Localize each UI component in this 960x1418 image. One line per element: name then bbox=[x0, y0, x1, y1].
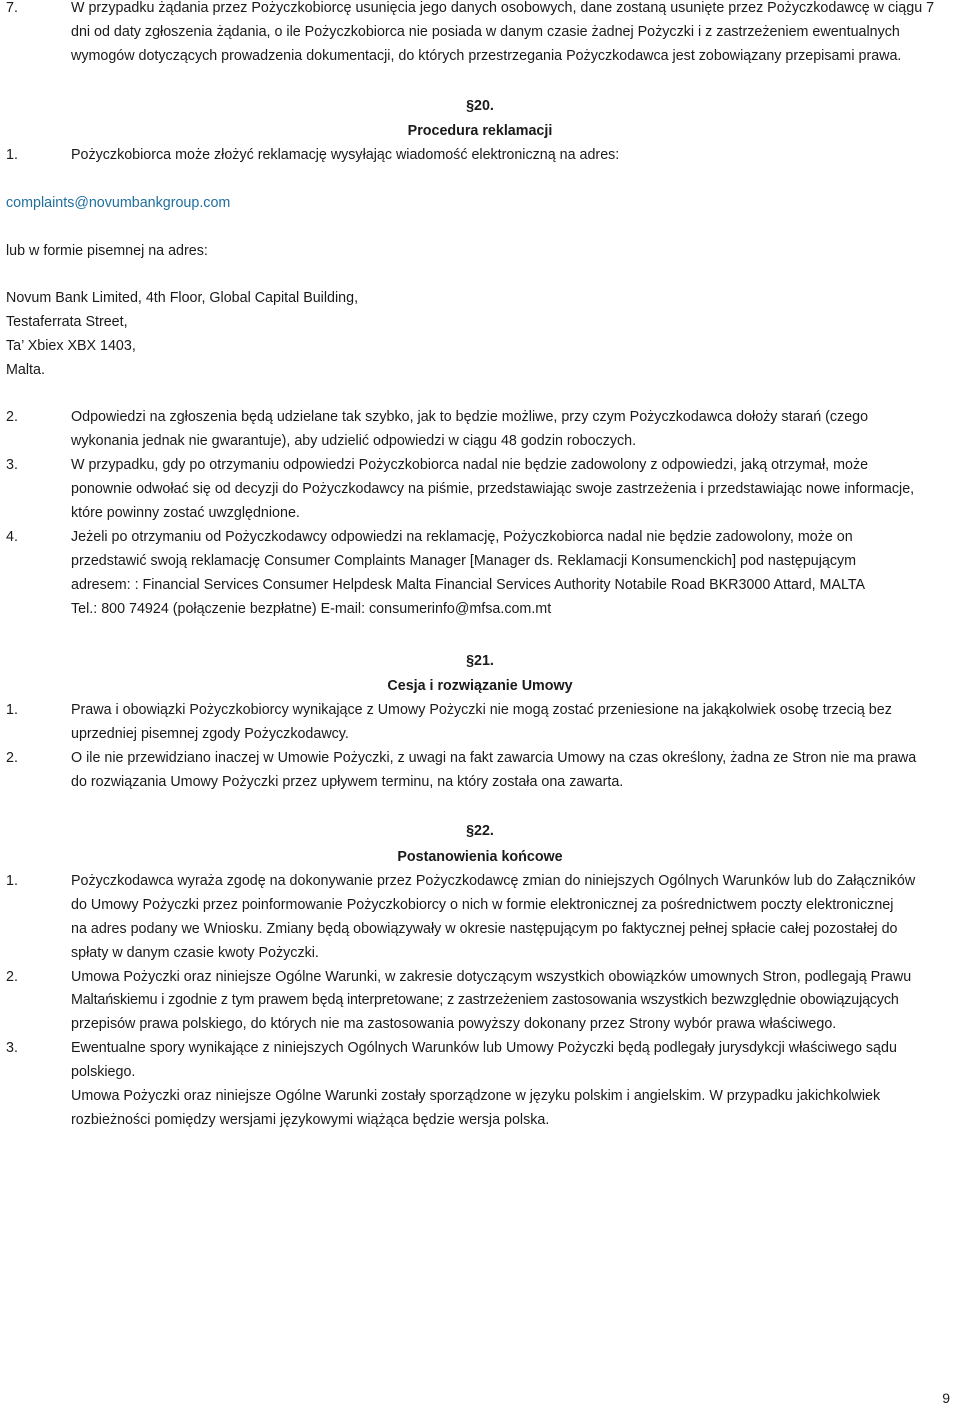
paragraph-line: Pożyczkodawca wyraża zgodę na dokonywanie przez Pożyczkodawcę zmian do niniejszych Ogólnych Warunków lub do Załączników bbox=[71, 873, 916, 889]
address-line: Malta. bbox=[6, 362, 45, 378]
paragraph-line: Ewentualne spory wynikające z niniejszych Ogólnych Warunków lub Umowy Pożyczki będą podlegały jurysdykcji właściwego sądu bbox=[71, 1040, 897, 1056]
item-number: 3. bbox=[6, 1040, 18, 1056]
paragraph-line: W przypadku żądania przez Pożyczkobiorcę usunięcia jego danych osobowych, dane zostaną usunięte przez Pożyczkodawcę w ciągu 7 bbox=[71, 0, 935, 16]
paragraph-line: ponownie odwołać się od decyzji do Pożyczkodawcy na piśmie, przedstawiając swoje zastrzeżenia i przedstawiając nowe informacje, bbox=[71, 481, 915, 497]
section-number: §22. bbox=[466, 823, 494, 839]
paragraph-line: O ile nie przewidziano inaczej w Umowie Pożyczki, z uwagi na fakt zawarcia Umowy na czas określony, żadna ze Stron nie ma prawa bbox=[71, 750, 917, 766]
item-number: 1. bbox=[6, 873, 18, 889]
paragraph-line: adresem: : Financial Services Consumer Helpdesk Malta Financial Services Authority Notabile Road BKR3000 Attard, MALTA bbox=[71, 577, 866, 593]
paragraph-line: Maltańskiemu i zgodnie z tym prawem będą interpretowane; z zastrzeżeniem zastosowania wszystkich bezwzględnie obowiązujących bbox=[71, 992, 899, 1008]
paragraph-line: do rozwiązania Umowy Pożyczki przez upływem terminu, na który została ona zawarta. bbox=[71, 774, 624, 790]
section-title: Cesja i rozwiązanie Umowy bbox=[387, 678, 573, 694]
paragraph-line: do Umowy Pożyczki przez poinformowanie Pożyczkobiorcy o nich w formie elektronicznej za pośrednictwem poczty elektronicznej bbox=[71, 897, 894, 913]
paragraph-line: Tel.: 800 74924 (połączenie bezpłatne) E-mail: consumerinfo@mfsa.com.mt bbox=[71, 601, 552, 617]
item-number: 2. bbox=[6, 750, 18, 766]
section-title: Procedura reklamacji bbox=[407, 123, 553, 139]
paragraph-line: lub w formie pisemnej na adres: bbox=[6, 243, 208, 259]
paragraph-line: na adres podany we Wniosku. Zmiany będą obowiązywały w okresie następującym po faktycznej pełnej spłacie całej pozostałej do bbox=[71, 921, 898, 937]
paragraph-line: Umowa Pożyczki oraz niniejsze Ogólne Warunki zostały sporządzone w języku polskim i angielskim. W przypadku jakichkolwiek bbox=[71, 1088, 881, 1104]
paragraph-line: Jeżeli po otrzymaniu od Pożyczkodawcy odpowiedzi na reklamację, Pożyczkobiorca nadal nie będzie zadowolony, może on bbox=[71, 529, 853, 545]
section-title: Postanowienia końcowe bbox=[397, 849, 563, 865]
item-number: 3. bbox=[6, 457, 18, 473]
paragraph-line: przedstawić swoją reklamację Consumer Complaints Manager [Manager ds. Reklamacji Konsumenckich] pod następującym bbox=[71, 553, 857, 569]
item-number: 1. bbox=[6, 147, 18, 163]
section-number: §21. bbox=[466, 653, 494, 669]
page-number: 9 bbox=[942, 1390, 950, 1406]
item-number: 1. bbox=[6, 702, 18, 718]
item-number: 2. bbox=[6, 969, 18, 985]
paragraph-line: spłaty w danym czasie kwoty Pożyczki. bbox=[71, 945, 319, 961]
address-line: Novum Bank Limited, 4th Floor, Global Capital Building, bbox=[6, 290, 359, 306]
address-line: Testaferrata Street, bbox=[6, 314, 128, 330]
item-number: 2. bbox=[6, 409, 18, 425]
item-number: 4. bbox=[6, 529, 18, 545]
paragraph-line: wymogów dotyczących prowadzenia dokumentacji, do których przestrzegania Pożyczkodawca jest zobowiązany przepisami prawa. bbox=[71, 48, 902, 64]
paragraph-line: polskiego. bbox=[71, 1064, 136, 1080]
paragraph-line: W przypadku, gdy po otrzymaniu odpowiedzi Pożyczkobiorca nadal nie będzie zadowolony z odpowiedzi, jaką otrzymał, może bbox=[71, 457, 869, 473]
item-number: 7. bbox=[6, 0, 18, 16]
paragraph-line: rozbieżności pomiędzy wersjami językowymi wiążąca będzie wersja polska. bbox=[71, 1112, 550, 1128]
paragraph-line: uprzedniej pisemnej zgody Pożyczkodawcy. bbox=[71, 726, 349, 742]
paragraph-line: Umowa Pożyczki oraz niniejsze Ogólne Warunki, w zakresie dotyczącym wszystkich obowiązków umownych Stron, podlegają Prawu bbox=[71, 969, 912, 985]
paragraph-line: przepisów prawa polskiego, do których nie ma zastosowania powyższy dokonany przez Strony wybór prawa właściwego. bbox=[71, 1016, 837, 1032]
paragraph-line: które powinny zostać uwzględnione. bbox=[71, 505, 300, 521]
address-line: Ta’ Xbiex XBX 1403, bbox=[6, 338, 136, 354]
paragraph-line: dni od daty zgłoszenia żądania, o ile Pożyczkobiorca nie posiada w danym czasie żadnej Pożyczki i z zastrzeżeniem ewentualnych bbox=[71, 24, 900, 40]
paragraph-line: wykonania jednak nie gwarantuje), aby udzielić odpowiedzi w ciągu 48 godzin roboczych. bbox=[71, 433, 637, 449]
paragraph-line: Odpowiedzi na zgłoszenia będą udzielane tak szybko, jak to będzie możliwe, przy czym Pożyczkodawca dołoży starań (czego bbox=[71, 409, 869, 425]
paragraph-line: Pożyczkobiorca może złożyć reklamację wysyłając wiadomość elektroniczną na adres: bbox=[71, 147, 620, 163]
paragraph-line: Prawa i obowiązki Pożyczkobiorcy wynikające z Umowy Pożyczki nie mogą zostać przeniesione na jakąkolwiek osobę trzecią bez bbox=[71, 702, 892, 718]
section-number: §20. bbox=[466, 98, 494, 114]
complaints-email-link[interactable]: complaints@novumbankgroup.com bbox=[6, 195, 231, 211]
